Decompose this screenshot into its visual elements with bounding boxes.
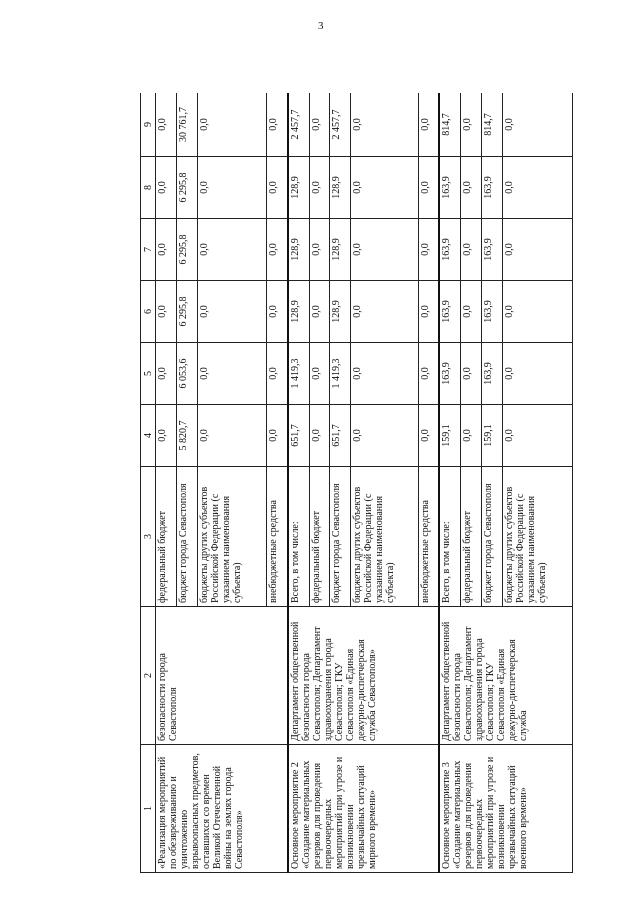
source-cell: федеральный бюджет bbox=[461, 467, 482, 607]
value-cell: 0,0 bbox=[197, 219, 267, 281]
value-cell: 0,0 bbox=[156, 281, 177, 343]
header-row bbox=[141, 93, 156, 873]
source-cell: внебюджетные средства bbox=[267, 467, 289, 607]
table-row bbox=[439, 93, 461, 873]
value-cell: 159,1 bbox=[482, 405, 503, 467]
value-cell: 0,0 bbox=[461, 281, 482, 343]
value-cell: 0,0 bbox=[503, 219, 573, 281]
value-cell: 0,0 bbox=[461, 405, 482, 467]
value-cell: 163,9 bbox=[482, 219, 503, 281]
value-cell: 163,9 bbox=[482, 343, 503, 405]
value-cell: 0,0 bbox=[309, 157, 329, 219]
value-cell: 2 457,7 bbox=[288, 93, 309, 157]
value-cell: 159,1 bbox=[439, 405, 461, 467]
value-cell: 0,0 bbox=[461, 157, 482, 219]
value-cell: 0,0 bbox=[418, 343, 439, 405]
source-cell: бюджеты других субъектов Российской Федерации (с указанием наименования субъекта) bbox=[503, 467, 573, 607]
header-col-7: 7 bbox=[141, 219, 156, 281]
value-cell: 128,9 bbox=[330, 219, 350, 281]
value-cell: 0,0 bbox=[197, 343, 267, 405]
event-cell: Основное мероприятие 3 «Создание материальных резервов для проведения первоочередных мероприятий при угрозе и возникновении чрезвычайных ситуаций военного времени» bbox=[439, 745, 572, 873]
source-cell: бюджет города Севастополя bbox=[482, 467, 503, 607]
value-cell: 814,7 bbox=[482, 93, 503, 157]
executor-cell: Департамент общественной безопасности города Севастополя; Департамент здравоохранения города Севастополя; ГКУ Севастополя «Единая дежурно-диспетчерская служба Севастополя» bbox=[288, 607, 439, 745]
value-cell: 814,7 bbox=[439, 93, 461, 157]
value-cell: 163,9 bbox=[482, 281, 503, 343]
value-cell: 0,0 bbox=[418, 93, 439, 157]
source-cell: федеральный бюджет bbox=[156, 467, 177, 607]
value-cell: 1 419,3 bbox=[330, 343, 350, 405]
value-cell: 1 419,3 bbox=[288, 343, 309, 405]
header-col-1: 1 bbox=[141, 745, 156, 873]
value-cell: 0,0 bbox=[350, 343, 418, 405]
value-cell: 0,0 bbox=[418, 281, 439, 343]
value-cell: 0,0 bbox=[156, 343, 177, 405]
value-cell: 0,0 bbox=[309, 281, 329, 343]
value-cell: 6 295,8 bbox=[176, 157, 197, 219]
value-cell: 0,0 bbox=[156, 405, 177, 467]
header-col-8: 8 bbox=[141, 157, 156, 219]
value-cell: 0,0 bbox=[461, 93, 482, 157]
value-cell: 30 761,7 bbox=[176, 93, 197, 157]
value-cell: 163,9 bbox=[482, 157, 503, 219]
header-col-6: 6 bbox=[141, 281, 156, 343]
value-cell: 0,0 bbox=[267, 219, 289, 281]
value-cell: 0,0 bbox=[461, 219, 482, 281]
value-cell: 128,9 bbox=[330, 281, 350, 343]
value-cell: 0,0 bbox=[503, 157, 573, 219]
value-cell: 0,0 bbox=[350, 405, 418, 467]
header-col-3: 3 bbox=[141, 467, 156, 607]
value-cell: 0,0 bbox=[350, 93, 418, 157]
value-cell: 0,0 bbox=[156, 93, 177, 157]
value-cell: 0,0 bbox=[267, 405, 289, 467]
value-cell: 128,9 bbox=[330, 157, 350, 219]
value-cell: 0,0 bbox=[309, 93, 329, 157]
header-col-4: 4 bbox=[141, 405, 156, 467]
value-cell: 0,0 bbox=[197, 157, 267, 219]
value-cell: 0,0 bbox=[267, 343, 289, 405]
value-cell: 2 457,7 bbox=[330, 93, 350, 157]
value-cell: 128,9 bbox=[288, 219, 309, 281]
value-cell: 5 820,7 bbox=[176, 405, 197, 467]
value-cell: 0,0 bbox=[503, 405, 573, 467]
value-cell: 0,0 bbox=[418, 219, 439, 281]
value-cell: 6 295,8 bbox=[176, 281, 197, 343]
value-cell: 0,0 bbox=[309, 405, 329, 467]
value-cell: 6 053,6 bbox=[176, 343, 197, 405]
value-cell: 0,0 bbox=[418, 157, 439, 219]
value-cell: 163,9 bbox=[439, 219, 461, 281]
value-cell: 0,0 bbox=[350, 157, 418, 219]
value-cell: 0,0 bbox=[350, 281, 418, 343]
value-cell: 163,9 bbox=[439, 281, 461, 343]
value-cell: 163,9 bbox=[439, 343, 461, 405]
value-cell: 0,0 bbox=[461, 343, 482, 405]
value-cell: 0,0 bbox=[267, 281, 289, 343]
value-cell: 163,9 bbox=[439, 157, 461, 219]
value-cell: 0,0 bbox=[418, 405, 439, 467]
table-row bbox=[288, 93, 309, 873]
value-cell: 128,9 bbox=[288, 157, 309, 219]
value-cell: 6 295,8 bbox=[176, 219, 197, 281]
value-cell: 651,7 bbox=[330, 405, 350, 467]
event-cell: «Реализация мероприятий по обезвреживанию и уничтожению взрывоопасных предметов, оставшихся со времен Великой Отечественной войны на землях города Севастополя» bbox=[156, 745, 289, 873]
table-row bbox=[156, 93, 177, 873]
value-cell: 0,0 bbox=[267, 93, 289, 157]
event-cell: Основное мероприятие 2 «Создание материальных резервов для проведения первоочередных мероприятий при угрозе и возникновении чрезвычайных ситуаций мирного времени» bbox=[288, 745, 439, 873]
value-cell: 0,0 bbox=[156, 219, 177, 281]
source-cell: бюджеты других субъектов Российской Федерации (с указанием наименования субъекта) bbox=[197, 467, 267, 607]
funding-table bbox=[140, 93, 573, 873]
header-col-5: 5 bbox=[141, 343, 156, 405]
value-cell: 0,0 bbox=[197, 405, 267, 467]
source-cell: бюджет города Севастополя bbox=[330, 467, 350, 607]
value-cell: 651,7 bbox=[288, 405, 309, 467]
source-cell: бюджет города Севастополя bbox=[176, 467, 197, 607]
source-cell: федеральный бюджет bbox=[309, 467, 329, 607]
value-cell: 128,9 bbox=[288, 281, 309, 343]
value-cell: 0,0 bbox=[197, 281, 267, 343]
executor-cell: Департамент общественной безопасности города Севастополя; Департамент здравоохранения города Севастополя; ГКУ Севастополя «Единая дежурно-диспетчерская служба bbox=[439, 607, 572, 745]
value-cell: 0,0 bbox=[309, 219, 329, 281]
source-cell: внебюджетные средства bbox=[418, 467, 439, 607]
source-cell: Всего, в том числе: bbox=[288, 467, 309, 607]
header-col-2: 2 bbox=[141, 607, 156, 745]
executor-cell: безопасности города Севастополя bbox=[156, 607, 289, 745]
value-cell: 0,0 bbox=[309, 343, 329, 405]
value-cell: 0,0 bbox=[267, 157, 289, 219]
rotated-table-container bbox=[140, 93, 573, 873]
value-cell: 0,0 bbox=[503, 281, 573, 343]
source-cell: Всего, в том числе: bbox=[439, 467, 461, 607]
page-number: 3 bbox=[318, 20, 324, 32]
source-cell: бюджеты других субъектов Российской Федерации (с указанием наименования субъекта) bbox=[350, 467, 418, 607]
value-cell: 0,0 bbox=[503, 343, 573, 405]
value-cell: 0,0 bbox=[350, 219, 418, 281]
header-col-9: 9 bbox=[141, 93, 156, 157]
value-cell: 0,0 bbox=[503, 93, 573, 157]
value-cell: 0,0 bbox=[197, 93, 267, 157]
rotated-table-frame bbox=[140, 93, 573, 873]
value-cell: 0,0 bbox=[156, 157, 177, 219]
